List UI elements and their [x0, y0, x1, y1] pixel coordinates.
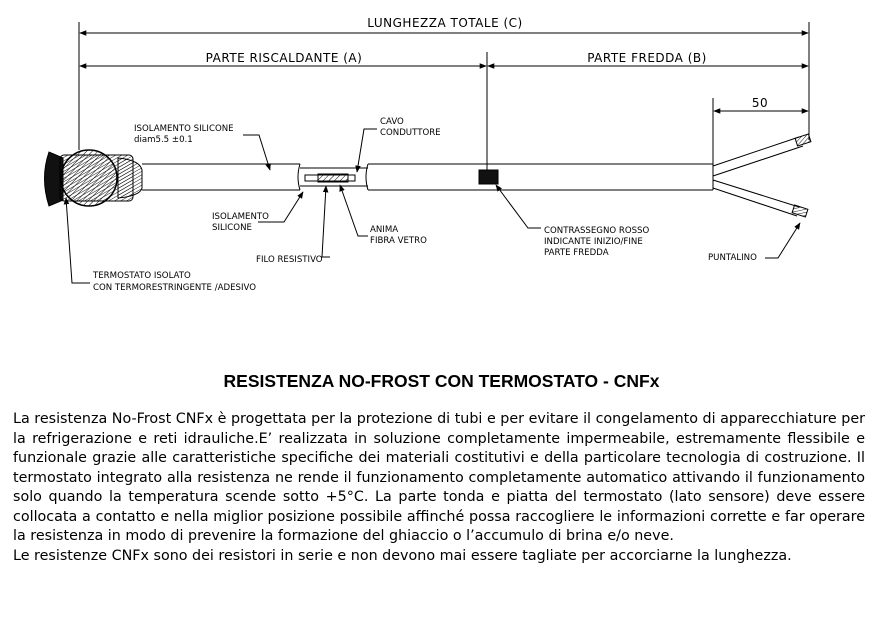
description-paragraph: La resistenza No-Frost CNFx è progettata per la protezione di tubi e per evitare il congelamento di apparecchiature per la refrigerazione e reti idrauliche.E’ realizzata in soluzione completamente impermeabile, estremamente flessibile e funzionale grazie alle caratteristiche specifiche dei materiali costitutivi e della particolare tecnologia di costruzione. Il termostato integrato alla resistenza ne rende il funzionamento completamente automatico attivando il funzionamento solo quando la temperatura scende sotto +5°C. La parte tonda e piatta del termostato (lato sensore) deve essere collocata a contatto e nella miglior posizione possibile affinché possa raccogliere le informazioni corrette e far operare la resistenza in modo di prevenire la formazione del ghiaccio o l’accumulo di brina e/o neve.: [13, 411, 865, 544]
red-marker: [479, 170, 498, 184]
description-paragraph: Le resistenze CNFx sono dei resistori in serie e non devono mai essere tagliate per accorciarne la lunghezza.: [13, 547, 792, 564]
thermostat-label: TERMOSTATO ISOLATO CON TERMORESTRINGENTE /ADESIVO: [93, 271, 257, 293]
page-title: RESISTENZA NO-FROST CON TERMOSTATO - CNFx: [223, 371, 660, 391]
resistive-wire: [318, 174, 348, 182]
resistive-wire-label: FILO RESISTIVO: [256, 255, 323, 265]
heating-cable: [142, 164, 713, 190]
output-wires: [713, 134, 811, 217]
leader-lines: [66, 129, 800, 283]
heating-part-label: PARTE RISCALDANTE (A): [205, 51, 363, 65]
silicone-insulation-label: ISOLAMENTO SILICONE diam5.5 ±0.1: [134, 124, 234, 145]
conductor-cable-label: CAVO CONDUTTORE: [380, 117, 441, 138]
extension-lines: [79, 22, 809, 175]
tail-length-label: 50: [751, 96, 769, 110]
cold-part-label: PARTE FREDDA (B): [587, 51, 707, 65]
terminal-label: PUNTALINO: [708, 253, 757, 263]
glass-fibre-core-label: ANIMA FIBRA VETRO: [370, 225, 427, 246]
red-marker-label: CONTRASSEGNO ROSSO INDICANTE INIZIO/FINE PARTE FREDDA: [544, 226, 650, 258]
total-length-label: LUNGHEZZA TOTALE (C): [367, 16, 523, 30]
terminal-top: [795, 134, 811, 146]
thermostat: [45, 150, 143, 206]
inner-silicone-label: ISOLAMENTO SILICONE: [212, 212, 269, 233]
dimension-lines: [80, 33, 808, 111]
description: [13, 410, 865, 566]
